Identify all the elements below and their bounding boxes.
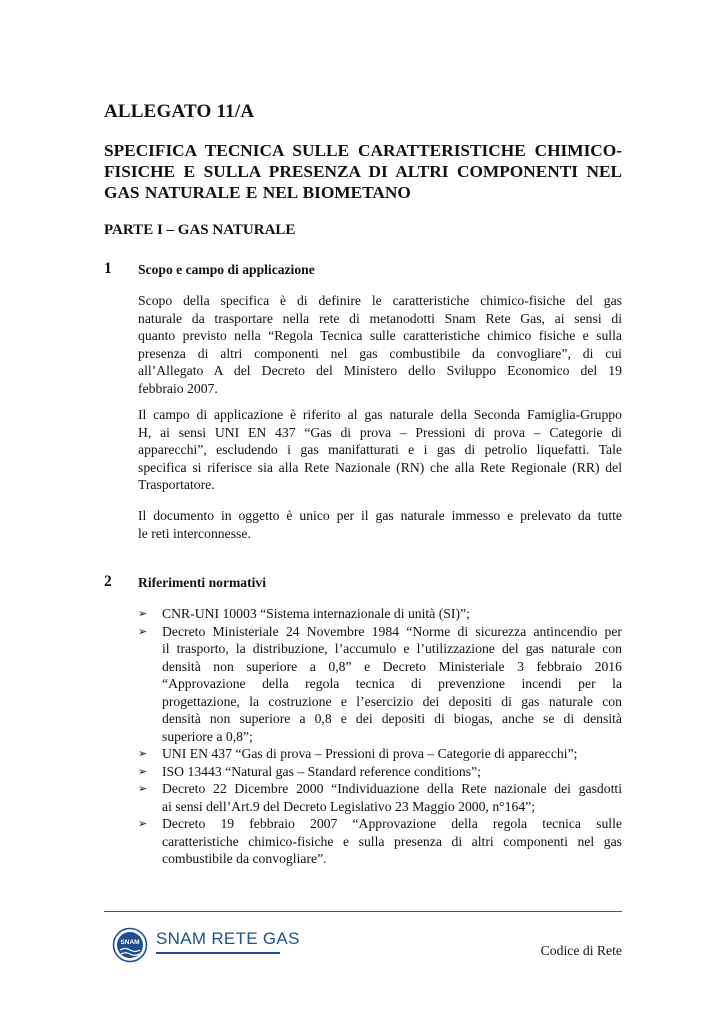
text-line: specifica si riferisce sia alla Rete Nazionale (RN) che alla Rete Regionale (RR) del	[138, 459, 622, 475]
text-line: progettazione, la costruzione e l’esercizio dei depositi di gas naturale con	[162, 693, 622, 709]
allegato-heading: ALLEGATO 11/A	[104, 101, 255, 122]
text-line: Decreto 22 Dicembre 2000 “Individuazione della Rete nazionale dei gasdotti	[162, 781, 622, 796]
text-line: densità non superiore a 0,8” e Decreto Ministeriale 3 febbraio 2016	[162, 658, 622, 674]
text-line: Trasportatore.	[138, 477, 215, 492]
section-2-number: 2	[104, 573, 112, 590]
text-line: quanto previsto nella “Regola Tecnica sulle caratteristiche chimico fisiche e sulla	[138, 328, 622, 343]
text-line: “Approvazione della regola tecnica di prevenzione incendi per la	[162, 676, 622, 691]
arrowhead-bullet-icon: ➢	[138, 817, 148, 830]
section-1-paragraph-2	[138, 406, 622, 494]
section-1-paragraph-3	[138, 507, 622, 542]
snam-emblem-icon	[112, 927, 148, 963]
section-2-title: Riferimenti normativi	[138, 575, 266, 590]
part-heading: PARTE I – GAS NATURALE	[104, 222, 296, 238]
text-line: Scopo della specifica è di definire le caratteristiche chimico-fisiche del gas	[138, 293, 622, 308]
document-title	[104, 140, 622, 203]
emblem-text: SNAM	[120, 939, 140, 946]
text-line: ISO 13443 “Natural gas – Standard reference conditions”;	[162, 763, 481, 779]
arrowhead-bullet-icon: ➢	[138, 764, 148, 778]
text-line: Decreto Ministeriale 24 Novembre 1984 “Norme di sicurezza antincendio per	[162, 623, 622, 639]
snam-rete-gas-logo	[112, 925, 300, 965]
logo-underline	[156, 952, 280, 954]
arrowhead-bullet-icon: ➢	[138, 747, 148, 760]
text-line: presenza di altri componenti nel gas combustibile da convogliare”, di cui	[138, 345, 622, 361]
text-line: le reti interconnesse.	[138, 525, 251, 541]
text-line: febbraio 2007.	[138, 380, 218, 396]
footer-divider	[104, 911, 622, 912]
references-list	[138, 605, 622, 868]
text-line: densità non superiore a 0,8 e dei depositi di biogas, anche se di densità	[162, 711, 622, 726]
section-1-number: 1	[104, 260, 112, 277]
list-item	[138, 605, 622, 623]
text-line: all’Allegato A del Decreto del Ministero dello Sviluppo Economico del 19	[138, 363, 622, 378]
text-line: ai sensi dell’Art.9 del Decreto Legislativo 23 Maggio 2000, n°164”;	[162, 798, 536, 814]
list-item	[138, 780, 622, 815]
section-1-title: Scopo e campo di applicazione	[138, 262, 315, 277]
list-item	[138, 815, 622, 868]
text-line: caratteristiche chimico-fisiche e sulla presenza di altri componenti nel gas	[162, 833, 622, 849]
text-line: Il documento in oggetto è unico per il gas naturale immesso e prelevato da tutte	[138, 508, 622, 523]
text-line: combustibile da convogliare”.	[162, 851, 327, 866]
text-line: apparecchi”, escludendo i gas manifatturati e i gas di petrolio liquefatti. Tale	[138, 442, 622, 457]
list-item	[138, 745, 622, 763]
arrowhead-bullet-icon: ➢	[138, 624, 148, 638]
title-line: SPECIFICA TECNICA SULLE CARATTERISTICHE CHIMICO-	[104, 141, 622, 160]
footer-codice-di-rete: Codice di Rete	[540, 943, 622, 958]
section-1-paragraph-1	[138, 292, 622, 397]
logo-text: SNAM RETE GAS	[156, 929, 300, 948]
text-line: Il campo di applicazione è riferito al gas naturale della Seconda Famiglia-Gruppo	[138, 407, 622, 422]
title-line: GAS NATURALE E NEL BIOMETANO	[104, 183, 411, 202]
list-item	[138, 763, 622, 781]
text-line: UNI EN 437 “Gas di prova – Pressioni di prova – Categorie di apparecchi”;	[162, 746, 578, 761]
arrowhead-bullet-icon: ➢	[138, 607, 148, 620]
text-line: naturale da trasportare nella rete di metanodotti Snam Rete Gas, ai sensi di	[138, 310, 622, 326]
title-line: FISICHE E SULLA PRESENZA DI ALTRI COMPONENTI NEL	[104, 162, 622, 181]
text-line: superiore a 0,8”;	[162, 728, 253, 744]
text-line: Decreto 19 febbraio 2007 “Approvazione della regola tecnica sulle	[162, 816, 622, 831]
text-line: il trasporto, la distribuzione, l’accumulo e l’utilizzazione del gas naturale con	[162, 641, 622, 656]
arrowhead-bullet-icon: ➢	[138, 782, 148, 795]
text-line: CNR-UNI 10003 “Sistema internazionale di unità (SI)”;	[162, 606, 470, 621]
text-line: H, ai sensi UNI EN 437 “Gas di prova – Pressioni di prova – Categorie di	[138, 424, 622, 440]
list-item	[138, 623, 622, 746]
